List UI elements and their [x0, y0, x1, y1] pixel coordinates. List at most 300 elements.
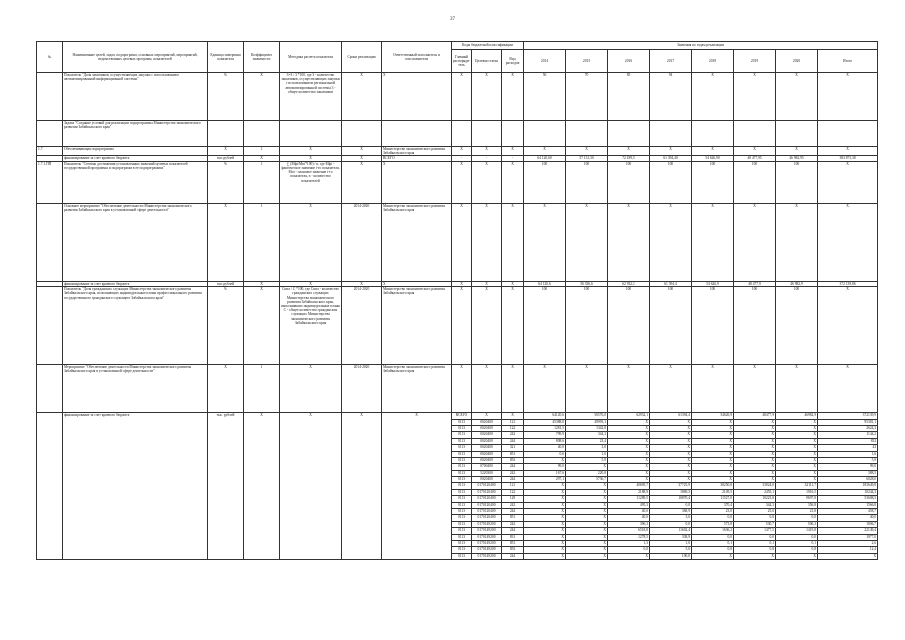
row-year-value: 100 — [650, 287, 692, 365]
row-coef: X — [244, 73, 280, 121]
financing-year-value: X — [776, 457, 818, 463]
financing-code: 0170120400 — [472, 515, 502, 521]
row-year-value: X — [566, 365, 608, 413]
col-term: Сроки реализации — [342, 42, 382, 73]
financing-year-value: 344,3 — [734, 502, 776, 508]
financing-code: 244 — [502, 438, 524, 444]
financing-year-value: X — [734, 445, 776, 451]
financing-code: 244 — [502, 553, 524, 559]
financing-code: X — [502, 413, 524, 419]
financing-code: 122 — [502, 425, 524, 431]
financing-code: 0113 — [452, 541, 472, 547]
financing-year-value: X — [650, 425, 692, 431]
row-year-value: 100 — [734, 287, 776, 365]
row-year-value: 64 120,6 — [524, 281, 566, 286]
financing-year-value: 99,0 — [524, 464, 566, 470]
financing-year-value: 808,6 — [524, 438, 566, 444]
financing-year-value: 1636,2 — [692, 528, 734, 534]
financing-code: 851 — [502, 515, 524, 521]
financing-code: 129 — [502, 496, 524, 502]
program-table — [36, 41, 878, 560]
financing-code: 0170120400 — [472, 502, 502, 508]
row-unit — [208, 121, 244, 147]
row-unit: % — [208, 73, 244, 121]
row-unit: X — [208, 365, 244, 413]
financing-year-value: 0,0 — [692, 515, 734, 521]
financing-year-value: 370,4 — [692, 502, 734, 508]
financing-year-value: 1,0 — [566, 451, 608, 457]
row-bc — [452, 121, 472, 147]
row-name: Обеспечивающая подпрограмма — [63, 147, 208, 156]
financing-code: 0113 — [452, 547, 472, 553]
financing-year-value: X — [692, 457, 734, 463]
row-year-value: 54 626,90 — [692, 156, 734, 161]
row-year-value: 72 189,5 — [608, 156, 650, 161]
financing-year-value: 25,0 — [734, 509, 776, 515]
financing-code: 0113 — [452, 457, 472, 463]
financing-name: финансирование за счет краевого бюджета — [63, 413, 208, 560]
financing-year-value: X — [650, 419, 692, 425]
col-year: 2015 — [566, 50, 608, 73]
row-coef: X — [244, 281, 280, 286]
financing-year-value: 0,0 — [608, 547, 650, 553]
financing-code: 0113 — [452, 425, 472, 431]
financing-code: 0170120400 — [472, 509, 502, 515]
financing-code: 0020400 — [472, 419, 502, 425]
financing-year-value: 2188,9 — [608, 489, 650, 495]
financing-year-value: 356,8 — [776, 502, 818, 508]
financing-code: 0170149200 — [472, 553, 502, 559]
row-year-value: 48 477,9 — [734, 281, 776, 286]
row-year-value: 46 982,9 — [776, 281, 818, 286]
table-row — [37, 287, 878, 365]
financing-code: 242 — [502, 521, 524, 527]
financing-year-value: X — [608, 553, 650, 559]
col-coef: Коэффициент значимости — [244, 42, 280, 73]
row-year-value: X — [566, 203, 608, 281]
financing-year-value: X — [566, 521, 608, 527]
financing-code: 851 — [502, 451, 524, 457]
row-bc: X — [502, 281, 524, 286]
financing-year-value: X — [566, 464, 608, 470]
row-total: X — [818, 287, 878, 365]
row-bc: X — [502, 147, 524, 156]
financing-year-value: 573,8 — [692, 521, 734, 527]
financing-year-value: X — [692, 464, 734, 470]
table-row — [37, 203, 878, 281]
financing-year-value: X — [776, 425, 818, 431]
row-executor: Министерство экономического развития Забайкальского края — [382, 203, 452, 281]
financing-code: 0113 — [452, 489, 472, 495]
row-num — [37, 121, 63, 147]
financing-code: 244 — [502, 464, 524, 470]
col-year: 2014 — [524, 50, 566, 73]
row-total: X — [818, 147, 878, 156]
financing-term: X — [342, 413, 382, 560]
financing-year-value: 45388,0 — [524, 419, 566, 425]
row-total: X — [818, 73, 878, 121]
financing-year-value: X — [524, 521, 566, 527]
row-unit: X — [208, 203, 244, 281]
page-number: 37 — [450, 17, 455, 22]
financing-code: 0170149200 — [472, 547, 502, 553]
financing-year-value: 0,0 — [650, 502, 692, 508]
financing-year-value: X — [650, 438, 692, 444]
row-name: финансирование за счет краевого бюджета — [63, 156, 208, 161]
row-num — [37, 73, 63, 121]
row-year-value: 100 — [566, 287, 608, 365]
row-method: X — [280, 203, 342, 281]
row-year-value — [776, 121, 818, 147]
financing-year-value: X — [776, 438, 818, 444]
financing-code: 0170120400 — [472, 483, 502, 489]
financing-code: 0700400 — [472, 464, 502, 470]
financing-code: 831 — [502, 534, 524, 540]
row-bc: - — [452, 156, 472, 161]
row-year-value: X — [734, 203, 776, 281]
financing-year-value: 37725,9 — [650, 483, 692, 489]
financing-code: 0113 — [452, 464, 472, 470]
row-bc: X — [502, 365, 524, 413]
financing-total: 183649,8 — [818, 483, 878, 489]
table-row — [37, 365, 878, 413]
financing-year-value: X — [566, 553, 608, 559]
row-executor: Министерство экономического развития Забайкальского края — [382, 147, 452, 156]
row-year-value: X — [776, 73, 818, 121]
row-year-value: X — [692, 73, 734, 121]
financing-year-value: X — [524, 515, 566, 521]
row-year-value: X — [776, 203, 818, 281]
financing-code: 0113 — [452, 419, 472, 425]
financing-year-value: X — [692, 432, 734, 438]
row-year-value: 56 336,6 — [566, 281, 608, 286]
row-executor: X — [382, 161, 452, 203]
financing-year-value: X — [566, 496, 608, 502]
financing-code: 0170149200 — [472, 521, 502, 527]
row-term: X — [342, 161, 382, 203]
row-unit: тыс.рублей — [208, 156, 244, 161]
financing-year-value: 11602,4 — [650, 528, 692, 534]
financing-code: 0113 — [452, 515, 472, 521]
financing-year-value: 0,0 — [650, 521, 692, 527]
row-year-value: 100 — [566, 161, 608, 203]
financing-year-value: X — [650, 457, 692, 463]
financing-year-value: X — [524, 541, 566, 547]
financing-year-value: 1,0 — [650, 541, 692, 547]
financing-year-value: X — [734, 425, 776, 431]
financing-year-value: X — [734, 419, 776, 425]
col-year: 2020 — [776, 50, 818, 73]
financing-code: 0020400 — [472, 477, 502, 483]
financing-year-value: X — [650, 451, 692, 457]
row-year-value: X — [692, 203, 734, 281]
row-executor: X — [382, 73, 452, 121]
financing-year-value: X — [608, 438, 650, 444]
financing-year-value: X — [734, 438, 776, 444]
row-coef: 1 — [244, 161, 280, 203]
row-year-value: X — [566, 147, 608, 156]
row-unit: % — [208, 161, 244, 203]
financing-year-value: X — [734, 470, 776, 476]
financing-year-value: X — [524, 483, 566, 489]
row-method: Спил / С *100, где Спил - количество гражданских служащих Министерства экономического развития Забайкальского края, выполнивших индивидуальные планы С - общее количество гражданских служащих Министерства экономического развития Забайкальского края — [280, 287, 342, 365]
row-term: X — [342, 147, 382, 156]
financing-code: 0170149200 — [472, 541, 502, 547]
row-bc: X — [502, 161, 524, 203]
financing-year-value: X — [566, 515, 608, 521]
row-bc — [472, 121, 502, 147]
financing-code: ВСЕГО — [452, 413, 472, 419]
col-executor: Ответственный исполнитель и соисполнители — [382, 42, 452, 73]
row-year-value: 100 — [524, 161, 566, 203]
financing-year-value: X — [692, 470, 734, 476]
financing-year-value: 100,0 — [650, 553, 692, 559]
indicator-table-sheet — [36, 41, 877, 560]
row-num — [37, 365, 63, 413]
financing-year-value: 5,0 — [650, 547, 692, 553]
col-year: 2019 — [734, 50, 776, 73]
financing-code: 244 — [502, 528, 524, 534]
financing-year-value: 1419,8 — [776, 528, 818, 534]
financing-code: 851 — [502, 541, 524, 547]
row-method: X — [280, 365, 342, 413]
financing-year-value: X — [524, 457, 566, 463]
row-year-value — [524, 121, 566, 147]
header-row-1 — [37, 42, 878, 50]
financing-year-value: 2455,1 — [734, 489, 776, 495]
row-bc: X — [502, 73, 524, 121]
financing-year-value: X — [608, 451, 650, 457]
financing-year-value: X — [566, 541, 608, 547]
col-year: 2016 — [608, 50, 650, 73]
financing-year-value: 48477,9 — [734, 413, 776, 419]
financing-code: 242 — [502, 470, 524, 476]
row-year-value — [650, 121, 692, 147]
financing-year-value: X — [692, 425, 734, 431]
row-year-value: 70 — [566, 73, 608, 121]
financing-year-value: X — [650, 432, 692, 438]
financing-total: 5,9 — [818, 457, 878, 463]
row-name: Мероприятие "Обеспечение деятельности Министерства экономического развития Забайкальского края в установленной сфере деятельности" — [63, 365, 208, 413]
financing-total: 99,0 — [818, 464, 878, 470]
row-method: 3=3 / 3 *100, где 3 - количество заказчиков, осуществляющих закупки с использованием региональной автоматизированной системы 3 - общее количество заказчиков — [280, 73, 342, 121]
financing-year-value: 0,0 — [692, 534, 734, 540]
financing-code: 0020400 — [472, 457, 502, 463]
financing-code: 321 — [502, 445, 524, 451]
financing-year-value: 0,8 — [776, 547, 818, 553]
financing-year-value: X — [776, 477, 818, 483]
financing-year-value: X — [776, 432, 818, 438]
row-year-value: 100 — [734, 161, 776, 203]
financing-code: 5220300 — [472, 470, 502, 476]
financing-year-value: X — [608, 464, 650, 470]
row-year-value: X — [650, 203, 692, 281]
financing-total: 2,6 — [818, 541, 878, 547]
financing-code: 0170120400 — [472, 496, 502, 502]
financing-year-value: X — [734, 451, 776, 457]
financing-year-value: X — [524, 509, 566, 515]
financing-num — [37, 413, 63, 560]
row-year-value: X — [650, 147, 692, 156]
row-year-value: 61 394,40 — [650, 156, 692, 161]
financing-year-value: 0,0 — [776, 534, 818, 540]
financing-year-value: 3,0 — [566, 445, 608, 451]
financing-total: 10244,3 — [818, 489, 878, 495]
row-coef — [244, 121, 280, 147]
row-bc: X — [452, 73, 472, 121]
financing-year-value: 23,4 — [566, 438, 608, 444]
financing-year-value: 0,6 — [524, 451, 566, 457]
financing-year-value: 11289,5 — [608, 496, 650, 502]
financing-year-value: X — [776, 451, 818, 457]
financing-year-value: 10870,4 — [650, 496, 692, 502]
financing-year-value: 1869,3 — [650, 489, 692, 495]
row-bc: X — [452, 365, 472, 413]
financing-code: 0020400 — [472, 451, 502, 457]
financing-total: 458,7 — [818, 509, 878, 515]
row-coef: X — [244, 287, 280, 365]
financing-code: 244 — [502, 477, 524, 483]
financing-total: 388,5 — [818, 470, 878, 476]
financing-year-value: 1,3 — [608, 541, 650, 547]
financing-year-value: X — [734, 464, 776, 470]
row-year-value: 48 477,95 — [734, 156, 776, 161]
financing-year-value: X — [776, 419, 818, 425]
financing-year-value: 1278,5 — [608, 534, 650, 540]
col-budget-code: Коды бюджетной классификации — [452, 42, 524, 50]
financing-year-value: X — [650, 470, 692, 476]
financing-code: 0113 — [452, 477, 472, 483]
row-year-value — [692, 121, 734, 147]
row-term — [342, 121, 382, 147]
row-bc: X — [472, 161, 502, 203]
financing-total: 43 — [818, 445, 878, 451]
row-year-value: X — [608, 203, 650, 281]
financing-year-value: 0,0 — [734, 534, 776, 540]
col-unit: Единица измерения показателя — [208, 42, 244, 73]
row-bc: X — [452, 287, 472, 365]
financing-year-value: 21,8 — [776, 509, 818, 515]
financing-year-value: X — [524, 496, 566, 502]
financing-year-value: X — [650, 477, 692, 483]
financing-total: 2624,3 — [818, 425, 878, 431]
financing-year-value: X — [566, 483, 608, 489]
row-coef: 1 — [244, 365, 280, 413]
financing-year-value: 368,9 — [650, 509, 692, 515]
financing-year-value: 1342,8 — [566, 425, 608, 431]
financing-year-value: X — [608, 470, 650, 476]
financing-code: 0113 — [452, 502, 472, 508]
financing-year-value: 495,3 — [608, 502, 650, 508]
row-year-value: 85 — [608, 73, 650, 121]
financing-code: 0113 — [452, 470, 472, 476]
financing-year-value: 61394,4 — [650, 413, 692, 419]
row-unit: тыс.рублей — [208, 281, 244, 286]
table-body — [37, 73, 878, 560]
row-total: X — [818, 365, 878, 413]
row-name: Задача "Создание условий для реализации подпрограммы Министерства экономического развития Забайкальского края" — [63, 121, 208, 147]
row-method — [280, 121, 342, 147]
row-bc: X — [472, 287, 502, 365]
financing-year-value: X — [524, 534, 566, 540]
row-bc: X — [452, 281, 472, 286]
row-num — [37, 287, 63, 365]
row-method: ∑ (Мфi/Мпi*100) / n, где Мфi - фактическое значение i-го показателя, Мпi - плановое значение i-го показателя, n - количество показателей — [280, 161, 342, 203]
financing-total: 22149,4 — [818, 528, 878, 534]
row-total: X — [818, 203, 878, 281]
financing-year-value: 11527,0 — [692, 496, 734, 502]
row-executor: Министерство экономического развития Забайкальского края — [382, 365, 452, 413]
row-name: Показатель "Степень достижения установленных значений целевых показателей государственной программы и подпрограмм в ее подпрограммах" — [63, 161, 208, 203]
financing-total: 1977,0 — [818, 534, 878, 540]
financing-total: 832 — [818, 438, 878, 444]
row-executor — [382, 121, 452, 147]
row-name: Основное мероприятие "Обеспечение деятельности Министерства экономического развития Забайкальского края в установленной сфере деятельности" — [63, 203, 208, 281]
row-bc: X — [472, 203, 502, 281]
financing-code: 242 — [502, 502, 524, 508]
financing-code: 242 — [502, 432, 524, 438]
financing-year-value: X — [776, 445, 818, 451]
financing-year-value: 0,1 — [776, 541, 818, 547]
row-year-value: X — [650, 365, 692, 413]
financing-year-value: 46982,9 — [776, 413, 818, 419]
financing-code: 0113 — [452, 451, 472, 457]
row-year-value: X — [734, 73, 776, 121]
row-num: 1.7.1.ПП — [37, 161, 63, 203]
row-year-value: 50 — [524, 73, 566, 121]
financing-year-value: 167,6 — [524, 470, 566, 476]
financing-year-value: X — [608, 445, 650, 451]
row-year-value: 100 — [692, 161, 734, 203]
financing-total: 372139,9 — [818, 413, 878, 419]
financing-year-value: 0,8 — [734, 547, 776, 553]
row-year-value: X — [692, 365, 734, 413]
row-year-value: 100 — [524, 287, 566, 365]
financing-year-value: 33824,0 — [734, 483, 776, 489]
row-year-value: X — [608, 147, 650, 156]
financing-year-value: 5730,7 — [566, 477, 608, 483]
table-row — [37, 147, 878, 156]
row-coef: 1 — [244, 203, 280, 281]
financing-code: 0020400 — [472, 445, 502, 451]
col-bc-2: Целевая статья — [472, 50, 502, 73]
financing-code: 0113 — [452, 483, 472, 489]
financing-year-value: 40,0 — [524, 445, 566, 451]
row-term: 2014-2020 — [342, 287, 382, 365]
financing-year-value: X — [566, 547, 608, 553]
financing-year-value: 23,0 — [692, 509, 734, 515]
col-values: Значения по годам реализации — [524, 42, 878, 50]
row-year-value: X — [692, 147, 734, 156]
row-year-value — [566, 121, 608, 147]
row-year-value: X — [734, 365, 776, 413]
financing-code: 121 — [502, 483, 524, 489]
col-method: Методика расчета показателя — [280, 42, 342, 73]
row-method: X — [280, 147, 342, 156]
table-row — [37, 73, 878, 121]
financing-year-value: 62932,1 — [608, 413, 650, 419]
row-total: 383 873,38 — [818, 156, 878, 161]
row-total — [818, 121, 878, 147]
financing-code: 0170120400 — [472, 489, 502, 495]
financing-code: 0020400 — [472, 425, 502, 431]
financing-year-value: X — [734, 477, 776, 483]
financing-year-value: 10223,8 — [734, 496, 776, 502]
row-bc: X — [472, 365, 502, 413]
financing-code: 0113 — [452, 553, 472, 559]
financing-code: X — [472, 413, 502, 419]
row-name: Показатель "Доля заказчиков, осуществляющих закупки с использованием автоматизированной информационной системы" — [63, 73, 208, 121]
